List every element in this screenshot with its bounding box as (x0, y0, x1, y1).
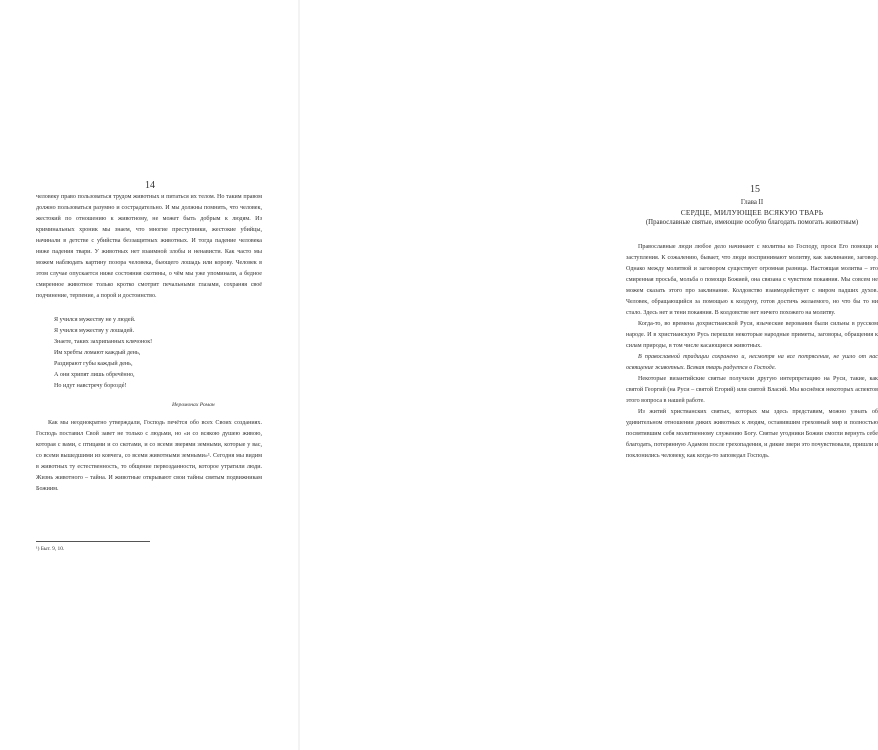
chapter-heading (626, 198, 878, 228)
poem (54, 315, 254, 392)
body-text (626, 242, 878, 462)
body-text (36, 192, 262, 302)
paragraph: Когда-то, во времена дохристианской Руси, языческие верования были сильны в русском народе. И в христианскую Русь перешли некоторые народные приметы, заговоры, обращения к силам природы, в том числе касающиеся животных. (626, 321, 878, 349)
right-page (300, 0, 878, 750)
page-number: 14 (145, 180, 155, 191)
footnote-rule (36, 541, 150, 542)
poem-line: Я учился мужеству у лошадей. (54, 328, 135, 334)
paragraph: Некоторые византийские святые получили другую интерпретацию на Руси, такие, как святой Георгий (на Руси – святой Егорий) или святой Власий. Мы коснёмся некоторых аспектов этого вопроса в нашей работе. (626, 376, 878, 404)
paragraph: Из житий христианских святых, которых мы здесь представим, можно узнать об удивительном отношении диких животных к людям, оставившим греховный мир и полностью посвятившим себя молитвенному служению Богу. Святые угодники Божии смогли вернуть себе благодать, потерянную Адамом после грехопадения, и дикие звери это почувствовали, пришли и поклонились человеку, как когда-то заповедал Господь. (626, 409, 878, 459)
chapter-label: Глава II (740, 199, 764, 206)
poem-line: Знаете, таких захрипанных клячонок! (54, 339, 153, 345)
footnote: ¹) Быт. 9, 10. (36, 546, 65, 552)
chapter-subtitle: (Православные святые, имеющие особую благодать помогать животным) (645, 219, 859, 226)
left-page (0, 0, 298, 750)
paragraph: Православные люди любое дело начинают с молитвы ко Господу, прося Его помощи и заступления. К сожалению, бывает, что люди воспринимают молитву, как заклинание, заговор. Однако между молитвой и заговором существует огромная разница. Настоящая молитва – это смиренная просьба, мольба о помощи Божией, она связана с чувством покаяния. Мы совсем не можем сказать этого про заклинание. Колдовство взаимодействует с миром падших духов. Человек, обращающийся за помощью к колдуну, готов достичь желаемого, но что бы то ни стало. Здесь нет и тени покаяния. В колдовстве нет ничего похожего на молитву. (626, 244, 878, 316)
poem-line: Я учился мужеству не у людей. (54, 317, 136, 323)
poem-author: Иеромонах Роман (172, 402, 215, 408)
body-text (36, 418, 262, 495)
poem-line: А они хрипят лишь обречённо, (54, 372, 135, 378)
poem-line: Раздирают губы каждый день, (54, 361, 133, 367)
chapter-title: СЕРДЦЕ, МИЛУЮЩЕЕ ВСЯКУЮ ТВАРЬ (680, 208, 824, 217)
page-number: 15 (750, 184, 760, 195)
italic-paragraph: В православной традиции сохранено и, несмотря на все потрясения, не ушло от нас освящение животных. Всякая тварь радуется о Господе. (626, 354, 878, 371)
paragraph: человеку право пользоваться трудом животных и питаться их телом. Но таким правом должно пользоваться разумно и сострадательно. И мы должны помнить, что человек, жестокий по отношению к животному, не может быть добрым к людям. Из криминальных хроник мы знаем, что многие преступники, жестокие убийцы, начинали в детстве с убийства беззащитных животных. И тогда падение человека ниже падения твари. У животных нет взаимной злобы и ненависти. Как часто мы можем наблюдать картину позора человека, бьющего лошадь или корову. Человек в этом случае опускается ниже состояния скотины, о чём мы уже упоминали, а бедное смиренное животное только кротко смотрит печальными глазами, сохраняя своё подчинение, терпение, а порой и достоинство. (36, 194, 262, 299)
paragraph: Как мы неоднократно утверждали, Господь печётся обо всех Своих созданиях. Господь поставил Свой завет не только с людьми, но «и со всякою душею живою, которая с вами, с птицами и со скотами, и со всеми зверями земными, которые у вас, со всеми вышедшими из ковчега, со всеми животными земными»¹. Сегодня мы видим в животных ту естественность, то общение первозданности, которое утратили люди. Жизнь животного – тайна. И животные открывают свои тайны святым подвижникам Божиим. (36, 420, 262, 492)
poem-line: Им хребты ломают каждый день, (54, 350, 141, 356)
poem-line: Но идут навстречу бороздé! (54, 383, 127, 389)
